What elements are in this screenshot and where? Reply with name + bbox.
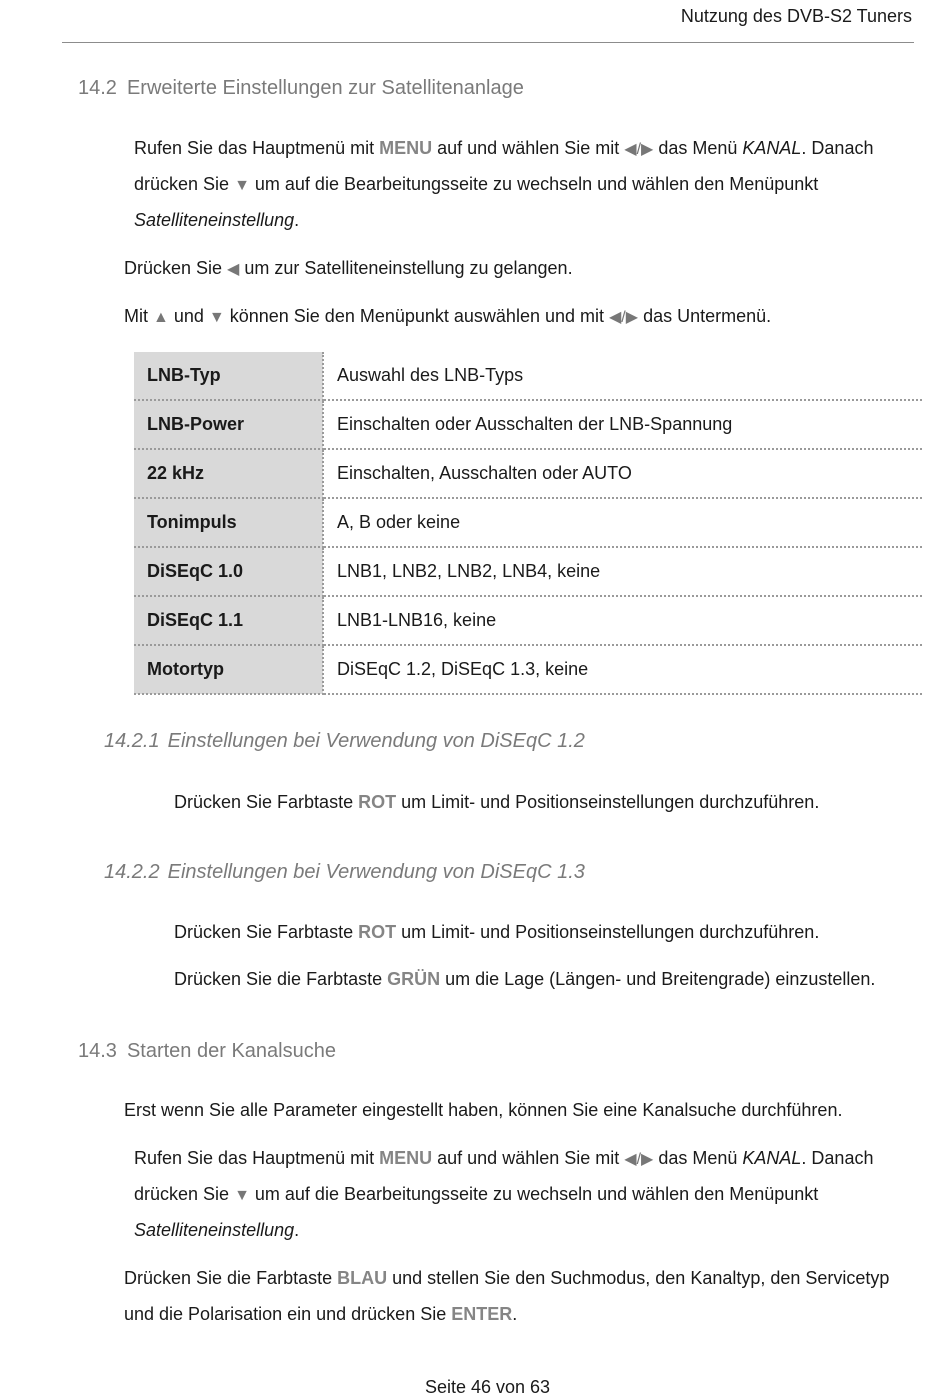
text-run: Drücken Sie Farbtaste xyxy=(174,792,359,812)
paragraph-line xyxy=(134,138,873,159)
table-value: LNB1, LNB2, LNB2, LNB4, keine xyxy=(323,547,922,596)
text-run: . xyxy=(294,210,300,230)
text-run: und stellen Sie den Suchmodus, den Kanaltyp, den Servicetyp xyxy=(387,1268,890,1288)
header-rule xyxy=(62,42,914,43)
menu-item-satelliteneinstellung: Satelliteneinstellung xyxy=(134,210,295,230)
left-right-arrow-icon: ◀/▶ xyxy=(609,309,639,326)
text-run: können Sie den Menüpunkt auswählen und mit xyxy=(224,306,609,326)
table-key: Motortyp xyxy=(134,645,323,694)
section-heading-14-2 xyxy=(78,77,524,100)
menu-kanal: KANAL xyxy=(742,1148,802,1168)
text-run: . Danach xyxy=(801,1148,874,1168)
paragraph-line xyxy=(174,922,819,943)
text-run: . xyxy=(294,1220,300,1240)
table-row xyxy=(134,352,922,400)
menu-item-satelliteneinstellung: Satelliteneinstellung xyxy=(134,1220,295,1240)
table-key: LNB-Power xyxy=(134,400,323,449)
text-run: und die Polarisation ein und drücken Sie xyxy=(124,1304,452,1324)
paragraph-line xyxy=(124,1304,517,1325)
paragraph-line xyxy=(174,969,875,990)
table-key: DiSEqC 1.1 xyxy=(134,596,323,645)
paragraph-line xyxy=(134,1184,818,1205)
table-value: A, B oder keine xyxy=(323,498,922,547)
table-row xyxy=(134,498,922,547)
table-row xyxy=(134,596,922,645)
keyword-enter: ENTER xyxy=(451,1304,513,1324)
keyword-menu: MENU xyxy=(379,138,433,158)
keyword-menu: MENU xyxy=(379,1148,433,1168)
keyword-gruen: GRÜN xyxy=(387,969,441,989)
table-value: LNB1-LNB16, keine xyxy=(323,596,922,645)
settings-table xyxy=(134,352,922,695)
paragraph-line xyxy=(124,1268,889,1289)
text-run: . xyxy=(512,1304,518,1324)
down-arrow-icon: ▼ xyxy=(208,309,225,326)
text-run: Rufen Sie das Hauptmenü mit xyxy=(134,1148,380,1168)
paragraph-line xyxy=(174,792,819,813)
table-value: Auswahl des LNB-Typs xyxy=(323,352,922,400)
menu-kanal: KANAL xyxy=(742,138,802,158)
table-key: Tonimpuls xyxy=(134,498,323,547)
text-run: das Menü xyxy=(653,138,743,158)
table-row xyxy=(134,547,922,596)
text-run: und xyxy=(168,306,209,326)
text-run: das Untermenü. xyxy=(638,306,772,326)
table-value: Einschalten, Ausschalten oder AUTO xyxy=(323,449,922,498)
table-row xyxy=(134,645,922,694)
paragraph-line xyxy=(134,174,818,195)
table-value: DiSEqC 1.2, DiSEqC 1.3, keine xyxy=(323,645,922,694)
section-number: 14.2 xyxy=(78,77,117,99)
keyword-rot: ROT xyxy=(358,792,397,812)
text-run: um zur Satelliteneinstellung zu gelangen. xyxy=(239,258,573,278)
table-key: DiSEqC 1.0 xyxy=(134,547,323,596)
paragraph-line xyxy=(124,258,573,279)
text-run: um auf die Bearbeitungsseite zu wechseln und wählen den Menüpunkt xyxy=(249,1184,819,1204)
text-run: Mit xyxy=(124,306,153,326)
text-run: Drücken Sie die Farbtaste xyxy=(124,1268,338,1288)
paragraph-line xyxy=(134,210,299,231)
text-run: das Menü xyxy=(653,1148,743,1168)
text-run: um Limit- und Positionseinstellungen durchzuführen. xyxy=(396,792,820,812)
paragraph-line xyxy=(134,1148,873,1169)
keyword-rot: ROT xyxy=(358,922,397,942)
text-run: drücken Sie xyxy=(134,174,235,194)
text-run: auf und wählen Sie mit xyxy=(432,138,625,158)
text-run: Rufen Sie das Hauptmenü mit xyxy=(134,138,380,158)
text-run: Drücken Sie Farbtaste xyxy=(174,922,359,942)
section-number: 14.3 xyxy=(78,1040,117,1062)
page-number: Seite 46 von 63 xyxy=(424,1377,551,1397)
table-key: LNB-Typ xyxy=(134,352,323,400)
table-row xyxy=(134,400,922,449)
section-title: Erweiterte Einstellungen zur Satellitenanlage xyxy=(126,77,524,99)
down-arrow-icon: ▼ xyxy=(234,1187,250,1204)
section-number: 14.2.1 xyxy=(104,730,160,752)
text-run: drücken Sie xyxy=(134,1184,235,1204)
left-arrow-icon: ◀ xyxy=(227,261,240,278)
section-heading-14-3 xyxy=(78,1040,336,1063)
section-title: Einstellungen bei Verwendung von DiSEqC 1.3 xyxy=(167,861,585,883)
left-right-arrow-icon: ◀/▶ xyxy=(624,141,654,158)
section-title: Einstellungen bei Verwendung von DiSEqC 1.2 xyxy=(167,730,585,752)
text-run: . Danach xyxy=(801,138,874,158)
table-key: 22 kHz xyxy=(134,449,323,498)
table-row xyxy=(134,449,922,498)
section-heading-14-2-1 xyxy=(104,730,585,753)
text-run: auf und wählen Sie mit xyxy=(432,1148,625,1168)
section-heading-14-2-2 xyxy=(104,861,585,884)
paragraph-line xyxy=(134,1220,299,1241)
down-arrow-icon: ▼ xyxy=(234,177,250,194)
text-run: um Limit- und Positionseinstellungen durchzuführen. xyxy=(396,922,820,942)
section-title: Starten der Kanalsuche xyxy=(126,1040,336,1062)
section-number: 14.2.2 xyxy=(104,861,160,883)
text-run: Drücken Sie xyxy=(124,258,228,278)
keyword-blau: BLAU xyxy=(337,1268,388,1288)
text-run: um die Lage (Längen- und Breitengrade) einzustellen. xyxy=(440,969,876,989)
left-right-arrow-icon: ◀/▶ xyxy=(624,1151,654,1168)
up-arrow-icon: ▲ xyxy=(153,309,169,326)
paragraph-line xyxy=(124,306,771,327)
paragraph-line: Erst wenn Sie alle Parameter eingestellt haben, können Sie eine Kanalsuche durchführen. xyxy=(124,1100,843,1120)
table-value: Einschalten oder Ausschalten der LNB-Spannung xyxy=(323,400,922,449)
text-run: um auf die Bearbeitungsseite zu wechseln und wählen den Menüpunkt xyxy=(249,174,819,194)
running-header: Nutzung des DVB-S2 Tuners xyxy=(680,6,912,26)
text-run: Drücken Sie die Farbtaste xyxy=(174,969,388,989)
